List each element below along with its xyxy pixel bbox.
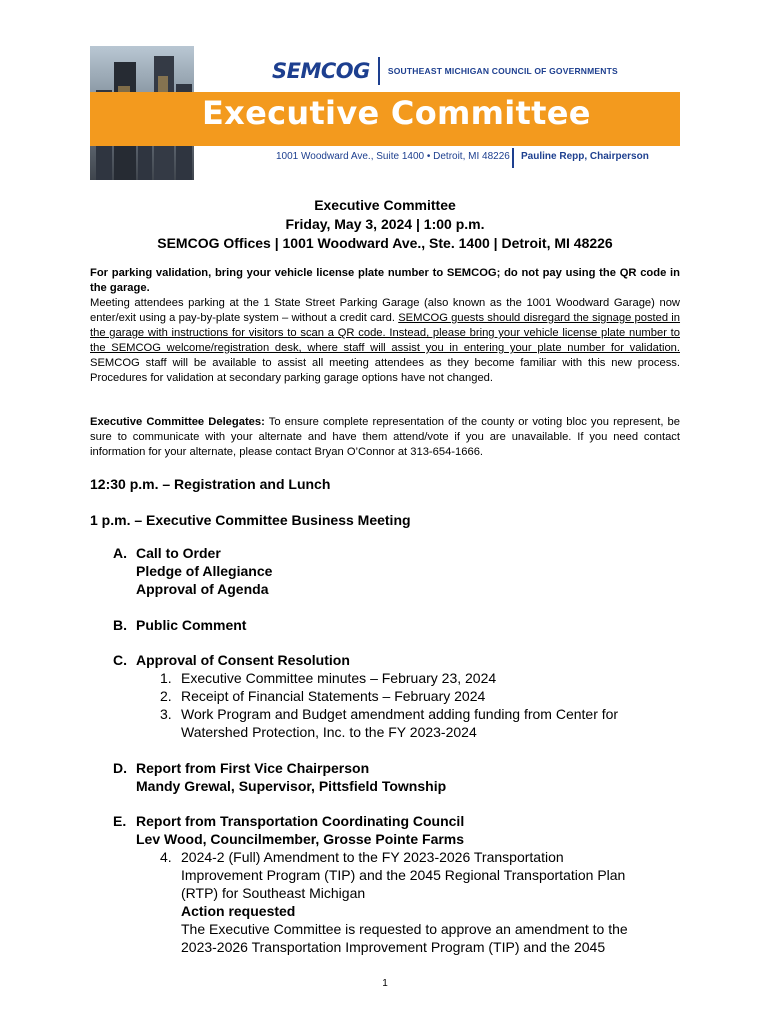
list-item: Work Program and Budget amendment adding funding from Center for [181, 706, 619, 722]
list-item-number: 2. [160, 688, 172, 704]
list-item-continuation: (RTP) for Southeast Michigan [181, 885, 366, 901]
banner-address: 1001 Woodward Ave., Suite 1400 • Detroit, MI 48226 [276, 151, 510, 162]
list-item-number: 3. [160, 706, 172, 722]
agenda-letter-e: E. [113, 813, 127, 829]
agenda-b-title: Public Comment [136, 617, 247, 633]
action-requested-label: Action requested [181, 903, 296, 919]
agenda-d-line2: Mandy Grewal, Supervisor, Pittsfield Township [136, 778, 447, 794]
agenda-letter-b: B. [113, 617, 127, 633]
action-text: 2023-2026 Transportation Improvement Program (TIP) and the 2045 [181, 939, 606, 955]
banner-title: Executive Committee [202, 94, 591, 132]
meeting-location: SEMCOG Offices | 1001 Woodward Ave., Ste. 1400 | Detroit, MI 48226 [157, 235, 613, 251]
list-item-continuation: Improvement Program (TIP) and the 2045 Regional Transportation Plan [181, 867, 626, 883]
agenda-a-line3: Approval of Agenda [136, 581, 269, 597]
agenda-e-title: Report from Transportation Coordinating Council [136, 813, 465, 829]
meeting-date: Friday, May 3, 2024 | 1:00 p.m. [285, 216, 485, 232]
list-item: Receipt of Financial Statements – February 2024 [181, 688, 486, 704]
agenda-c-title: Approval of Consent Resolution [136, 652, 350, 668]
list-item-number: 4. [160, 849, 172, 865]
page-number: 1 [382, 978, 388, 989]
agenda-letter-d: D. [113, 760, 127, 776]
agenda-letter-a: A. [113, 545, 127, 561]
action-text: The Executive Committee is requested to approve an amendment to the [181, 921, 628, 937]
meeting-title: Executive Committee [314, 197, 456, 213]
agenda-e-line2: Lev Wood, Councilmember, Grosse Pointe Farms [136, 831, 465, 847]
agenda-a-title: Call to Order [136, 545, 221, 561]
parking-notice: For parking validation, bring your vehicle license plate number to SEMCOG; do not pay using the QR code in the garage. Meeting attendees parking at the 1 State Street Parking Garage (also known as the 1001 Woodward Garage) now enter/exit using a pay-by-plate system – without a credit card. SEMCOG guests should disregard the signage posted in the garage with instructions for visitors to scan a QR code. Instead, please bring your vehicle license plate number to the SEMCOG welcome/registration desk, where staff will assist you in entering your plate number for validation. SEMCOG staff will be available to assist all meeting attendees as they become familiar with this new process. Procedures for validation at secondary parking garage options have not changed. [90, 267, 681, 384]
list-item-number: 1. [160, 670, 172, 686]
banner-chair: Pauline Repp, Chairperson [521, 151, 649, 162]
delegates-notice: Executive Committee Delegates: To ensure complete representation of the county or voting bloc you represent, be sure to communicate with your alternate and have them attend/vote if you are unavailable. If you need contact information for your alternate, please contact Bryan O’Connor at 313-654-1666. [90, 416, 680, 458]
agenda-letter-c: C. [113, 652, 127, 668]
list-item-continuation: Watershed Protection, Inc. to the FY 2023-2024 [181, 724, 477, 740]
business-heading: 1 p.m. – Executive Committee Business Meeting [90, 512, 411, 528]
semcog-logo: SEMCOG SOUTHEAST MICHIGAN COUNCIL OF GOVERNMENTS [272, 59, 618, 83]
list-item: 2024-2 (Full) Amendment to the FY 2023-2026 Transportation [181, 849, 564, 865]
agenda-a-line2: Pledge of Allegiance [136, 563, 273, 579]
registration-heading: 12:30 p.m. – Registration and Lunch [90, 476, 331, 492]
agenda-d-title: Report from First Vice Chairperson [136, 760, 370, 776]
list-item: Executive Committee minutes – February 23, 2024 [181, 670, 497, 686]
header-banner [90, 46, 680, 180]
